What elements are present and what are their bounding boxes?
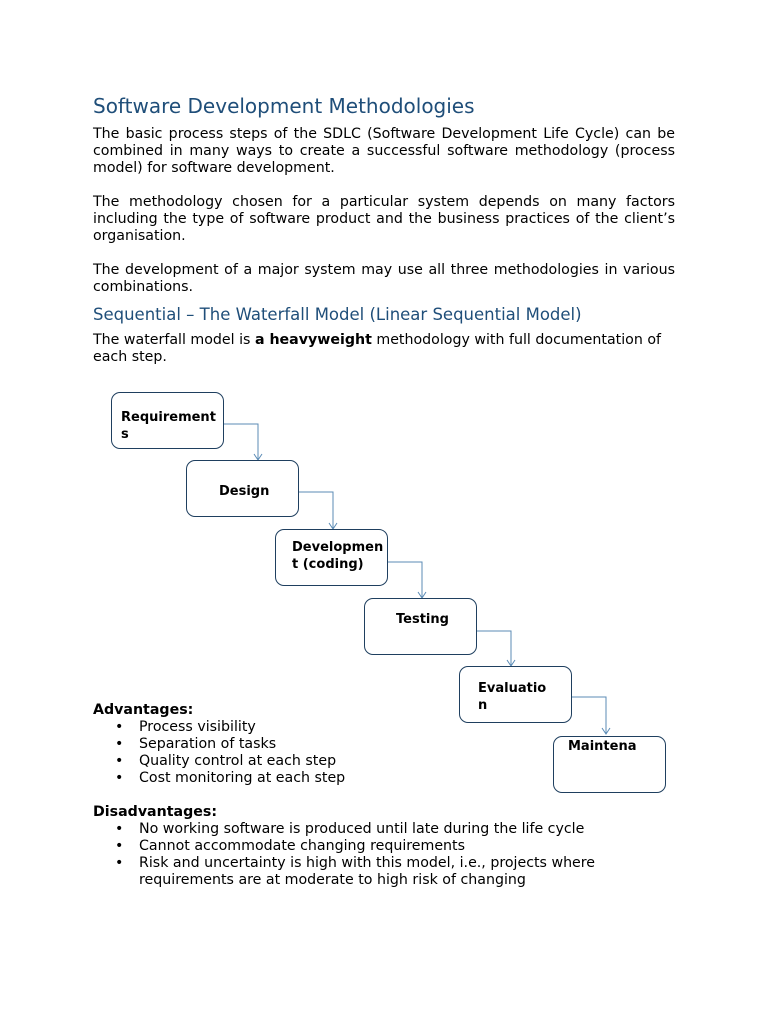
- intro-text-end: methodology with full documentation of each step.: [93, 332, 662, 365]
- paragraph-sdlc: The basic process steps of the SDLC (Software Development Life Cycle) can be combined in many ways to create a successful software methodology (process model) for software development.: [93, 126, 675, 176]
- list-item-text: Process visibility: [139, 719, 256, 735]
- step-development: [275, 529, 388, 586]
- paragraph-methodology-factors: The methodology chosen for a particular system depends on many factors including the type of software product and the business practices of the client’s organisation.: [93, 194, 675, 244]
- list-item-text: Quality control at each step: [139, 753, 337, 769]
- list-item: [93, 821, 653, 838]
- step-label: Testing: [396, 612, 449, 627]
- step-label: Development (coding): [292, 540, 384, 572]
- bullet-icon: •: [115, 753, 124, 769]
- step-requirements: [111, 392, 224, 449]
- advantages-list: [93, 719, 653, 787]
- list-item: [93, 770, 653, 787]
- intro-text-bold: a heavyweight: [254, 332, 372, 348]
- list-item-text: Separation of tasks: [139, 736, 277, 752]
- step-testing: [364, 598, 477, 655]
- arrow-testing-to-evaluation: [477, 631, 511, 666]
- bullet-icon: •: [115, 855, 124, 871]
- step-evaluation: [459, 666, 572, 723]
- bullet-icon: •: [115, 770, 124, 786]
- list-item: [93, 838, 653, 855]
- list-item-text: No working software is produced until late during the life cycle: [139, 821, 585, 837]
- list-item: [93, 855, 653, 889]
- step-label: Maintena: [568, 739, 637, 754]
- bullet-icon: •: [115, 719, 124, 735]
- list-item: [93, 719, 653, 736]
- step-label: Requirements: [121, 410, 216, 442]
- bullet-icon: •: [115, 838, 124, 854]
- step-design: [186, 460, 299, 517]
- list-item: [93, 753, 653, 770]
- list-item-text: Risk and uncertainty is high with this model, i.e., projects where requirements are at moderate to high risk of changing: [139, 855, 596, 888]
- disadvantages-heading: Disadvantages:: [93, 804, 217, 820]
- paragraph-combinations: The development of a major system may use all three methodologies in various combinations.: [93, 262, 675, 295]
- page-title: Software Development Methodologies: [93, 94, 475, 118]
- advantages-heading: Advantages:: [93, 702, 194, 718]
- bullet-icon: •: [115, 821, 124, 837]
- arrow-development-to-testing: [388, 562, 422, 598]
- section-heading-waterfall: Sequential – The Waterfall Model (Linear Sequential Model): [93, 305, 582, 324]
- list-item-text: Cannot accommodate changing requirements: [139, 838, 466, 854]
- arrow-requirements-to-design: [224, 424, 258, 460]
- step-label: Evaluation: [478, 681, 547, 713]
- intro-text-start: The waterfall model is: [93, 332, 255, 348]
- list-item-text: Cost monitoring at each step: [139, 770, 346, 786]
- step-label: Design: [219, 484, 270, 499]
- arrow-design-to-development: [299, 492, 333, 529]
- paragraph-waterfall-intro: [93, 332, 675, 366]
- list-item: [93, 736, 653, 753]
- disadvantages-list: [93, 821, 653, 889]
- bullet-icon: •: [115, 736, 124, 752]
